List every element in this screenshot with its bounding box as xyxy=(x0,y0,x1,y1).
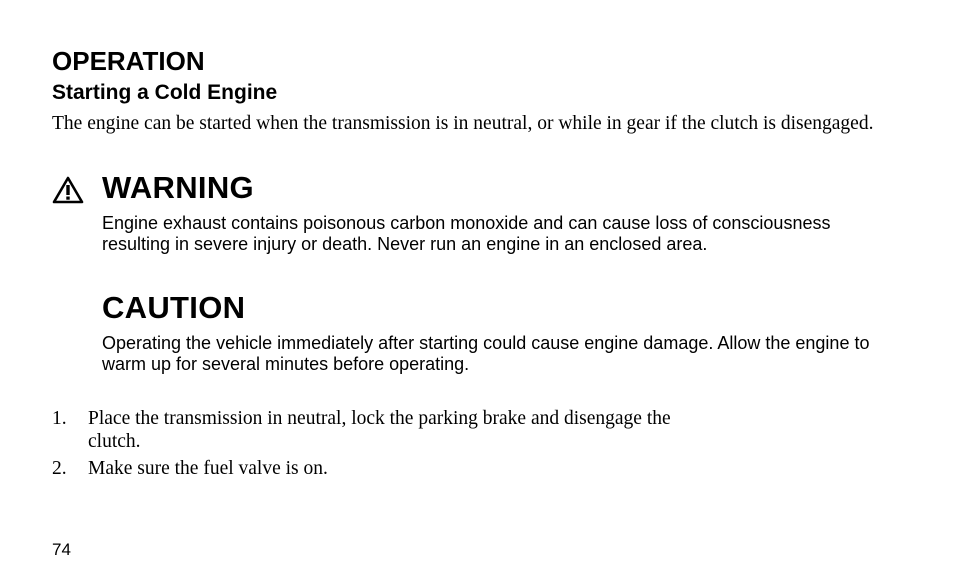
page-number: 74 xyxy=(52,540,71,559)
step-list xyxy=(52,407,692,484)
subsection-title: Starting a Cold Engine xyxy=(52,81,278,104)
step-text: Place the transmission in neutral, lock the parking brake and disengage the clutch. xyxy=(88,408,671,452)
warning-text: Engine exhaust contains poisonous carbon monoxide and can cause loss of consciousness resulting in severe injury or death. Never run an engine in an enclosed area. xyxy=(102,213,831,254)
caution-text: Operating the vehicle immediately after starting could cause engine damage. Allow the engine to warm up for several minutes before operating. xyxy=(102,333,870,374)
step-item xyxy=(52,407,692,453)
warning-heading: WARNING xyxy=(102,170,254,205)
caution-heading: CAUTION xyxy=(102,290,246,325)
step-number: 2. xyxy=(52,458,67,479)
section-title: OPERATION xyxy=(52,46,205,76)
step-text: Make sure the fuel valve is on. xyxy=(88,458,328,479)
step-item xyxy=(52,457,692,480)
intro-paragraph: The engine can be started when the transmission is in neutral, or while in gear if the clutch is disengaged. xyxy=(52,113,874,134)
step-number: 1. xyxy=(52,408,67,429)
warning-triangle-icon xyxy=(52,176,84,204)
